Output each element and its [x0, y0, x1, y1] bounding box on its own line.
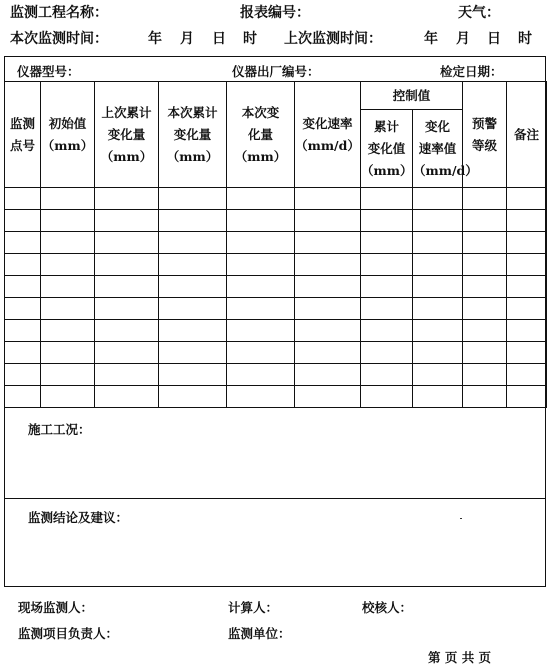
section-divider: [4, 498, 546, 499]
table-cell[interactable]: [227, 276, 295, 298]
last-year-label: 年: [424, 31, 438, 47]
col-control-rate-header: 变化 速率值 （mm/d）: [413, 110, 463, 188]
table-cell[interactable]: [361, 276, 413, 298]
col-warning-header: 预警 等级: [463, 82, 507, 188]
col-this-cumulative-header: 本次累计 变化量 （mm）: [159, 82, 227, 188]
table-cell[interactable]: [5, 232, 41, 254]
table-cell[interactable]: [227, 342, 295, 364]
table-cell[interactable]: [463, 210, 507, 232]
table-cell[interactable]: [5, 342, 41, 364]
table-cell[interactable]: [5, 188, 41, 210]
table-cell[interactable]: [295, 342, 361, 364]
table-cell[interactable]: [413, 364, 463, 386]
checker-label: 校核人：: [362, 600, 413, 615]
last-monitoring-time-label: 上次监测时间：: [284, 31, 382, 47]
table-row: [5, 188, 547, 210]
table-cell[interactable]: [413, 342, 463, 364]
last-hour-label: 时: [518, 31, 532, 47]
table-cell[interactable]: [41, 276, 95, 298]
table-cell[interactable]: [463, 386, 507, 408]
table-cell[interactable]: [159, 320, 227, 342]
field-monitor-label: 现场监测人：: [18, 600, 94, 615]
table-cell[interactable]: [5, 320, 41, 342]
table-cell[interactable]: [159, 298, 227, 320]
table-cell[interactable]: [295, 386, 361, 408]
table-cell[interactable]: [95, 298, 159, 320]
col-last-cumulative-header: 上次累计 变化量 （mm）: [95, 82, 159, 188]
table-cell[interactable]: [227, 364, 295, 386]
calculator-label: 计算人：: [228, 600, 279, 615]
table-cell[interactable]: [507, 254, 547, 276]
table-cell[interactable]: [41, 254, 95, 276]
table-cell[interactable]: [159, 232, 227, 254]
table-cell[interactable]: [507, 188, 547, 210]
table-cell[interactable]: [159, 342, 227, 364]
table-cell[interactable]: [295, 232, 361, 254]
table-row: [5, 232, 547, 254]
table-cell[interactable]: [5, 364, 41, 386]
table-cell[interactable]: [41, 342, 95, 364]
table-cell[interactable]: [413, 188, 463, 210]
construction-status-label: 施工工况：: [28, 422, 91, 437]
col-point-header: 监测 点号: [5, 82, 41, 188]
table-cell[interactable]: [41, 188, 95, 210]
table-cell[interactable]: [227, 232, 295, 254]
project-lead-label: 监测项目负责人：: [18, 626, 119, 641]
table-cell[interactable]: [413, 320, 463, 342]
table-cell[interactable]: [159, 364, 227, 386]
table-cell[interactable]: [95, 276, 159, 298]
table-cell[interactable]: [361, 298, 413, 320]
table-cell[interactable]: [463, 342, 507, 364]
table-cell[interactable]: [507, 298, 547, 320]
monitoring-unit-label: 监测单位：: [228, 626, 291, 641]
table-cell[interactable]: [361, 364, 413, 386]
table-cell[interactable]: [361, 254, 413, 276]
weather-label: 天气：: [458, 5, 500, 21]
table-cell[interactable]: [507, 276, 547, 298]
instrument-model-label: 仪器型号：: [17, 64, 80, 79]
table-cell[interactable]: [95, 342, 159, 364]
table-cell[interactable]: [227, 188, 295, 210]
table-cell[interactable]: [413, 232, 463, 254]
table-cell[interactable]: [41, 320, 95, 342]
table-cell[interactable]: [463, 276, 507, 298]
table-cell[interactable]: [361, 320, 413, 342]
table-cell[interactable]: [41, 232, 95, 254]
this-hour-label: 时: [243, 31, 257, 47]
table-cell[interactable]: [295, 254, 361, 276]
table-cell[interactable]: [95, 320, 159, 342]
table-cell[interactable]: [95, 386, 159, 408]
table-cell[interactable]: [361, 210, 413, 232]
table-cell[interactable]: [463, 254, 507, 276]
table-cell[interactable]: [295, 210, 361, 232]
col-remark-header: 备注: [507, 82, 547, 188]
project-name-label: 监测工程名称：: [10, 5, 108, 21]
table-cell[interactable]: [361, 232, 413, 254]
col-rate-header: 变化速率 （mm/d）: [295, 82, 361, 188]
table-cell[interactable]: [41, 210, 95, 232]
col-control-cumulative-header: 累计 变化值 （mm）: [361, 110, 413, 188]
table-cell[interactable]: [159, 254, 227, 276]
table-cell[interactable]: [507, 232, 547, 254]
table-row: [5, 276, 547, 298]
monitoring-data-table: [4, 81, 547, 408]
table-cell[interactable]: [361, 342, 413, 364]
table-cell[interactable]: [507, 386, 547, 408]
table-cell[interactable]: [507, 210, 547, 232]
table-cell[interactable]: [413, 254, 463, 276]
table-row: [5, 210, 547, 232]
table-cell[interactable]: [227, 298, 295, 320]
table-cell[interactable]: [41, 386, 95, 408]
this-month-label: 月: [180, 31, 194, 47]
table-cell[interactable]: [159, 276, 227, 298]
table-cell[interactable]: [41, 298, 95, 320]
stray-dot: [460, 518, 462, 519]
table-cell[interactable]: [413, 386, 463, 408]
table-cell[interactable]: [227, 386, 295, 408]
this-monitoring-time-label: 本次监测时间：: [10, 31, 108, 47]
report-number-label: 报表编号：: [240, 5, 310, 21]
table-cell[interactable]: [507, 320, 547, 342]
table-header-row-1: [5, 82, 547, 110]
table-cell[interactable]: [413, 276, 463, 298]
table-cell[interactable]: [361, 188, 413, 210]
table-cell[interactable]: [159, 188, 227, 210]
table-cell[interactable]: [507, 364, 547, 386]
table-row: [5, 320, 547, 342]
table-cell[interactable]: [295, 188, 361, 210]
table-cell[interactable]: [5, 254, 41, 276]
table-cell[interactable]: [95, 364, 159, 386]
table-cell[interactable]: [227, 320, 295, 342]
table-cell[interactable]: [295, 276, 361, 298]
table-cell[interactable]: [95, 188, 159, 210]
table-row: [5, 298, 547, 320]
table-cell[interactable]: [95, 210, 159, 232]
col-control-header: 控制值: [361, 82, 463, 110]
last-month-label: 月: [456, 31, 470, 47]
table-cell[interactable]: [463, 232, 507, 254]
table-cell[interactable]: [5, 298, 41, 320]
table-cell[interactable]: [295, 364, 361, 386]
last-day-label: 日: [487, 31, 501, 47]
table-cell[interactable]: [5, 210, 41, 232]
table-cell[interactable]: [159, 386, 227, 408]
table-cell[interactable]: [463, 364, 507, 386]
table-cell[interactable]: [463, 298, 507, 320]
table-cell[interactable]: [463, 188, 507, 210]
table-cell[interactable]: [295, 298, 361, 320]
this-day-label: 日: [212, 31, 226, 47]
table-cell[interactable]: [413, 210, 463, 232]
page-number-label: 第 页 共 页: [428, 650, 492, 665]
table-cell[interactable]: [227, 254, 295, 276]
calibration-date-label: 检定日期：: [440, 64, 503, 79]
col-initial-header: 初始值 （mm）: [41, 82, 95, 188]
table-cell[interactable]: [463, 320, 507, 342]
instrument-serial-label: 仪器出厂编号：: [232, 64, 320, 79]
table-row: [5, 342, 547, 364]
table-cell[interactable]: [95, 232, 159, 254]
table-cell[interactable]: [41, 364, 95, 386]
table-cell[interactable]: [95, 254, 159, 276]
table-cell[interactable]: [295, 320, 361, 342]
table-row: [5, 364, 547, 386]
col-this-change-header: 本次变 化量 （mm）: [227, 82, 295, 188]
table-row: [5, 386, 547, 408]
table-row: [5, 254, 547, 276]
conclusion-label: 监测结论及建议：: [28, 510, 129, 525]
table-cell[interactable]: [413, 298, 463, 320]
table-cell[interactable]: [5, 276, 41, 298]
table-cell[interactable]: [159, 210, 227, 232]
table-cell[interactable]: [227, 210, 295, 232]
this-year-label: 年: [148, 31, 162, 47]
table-cell[interactable]: [507, 342, 547, 364]
table-cell[interactable]: [361, 386, 413, 408]
table-cell[interactable]: [5, 386, 41, 408]
